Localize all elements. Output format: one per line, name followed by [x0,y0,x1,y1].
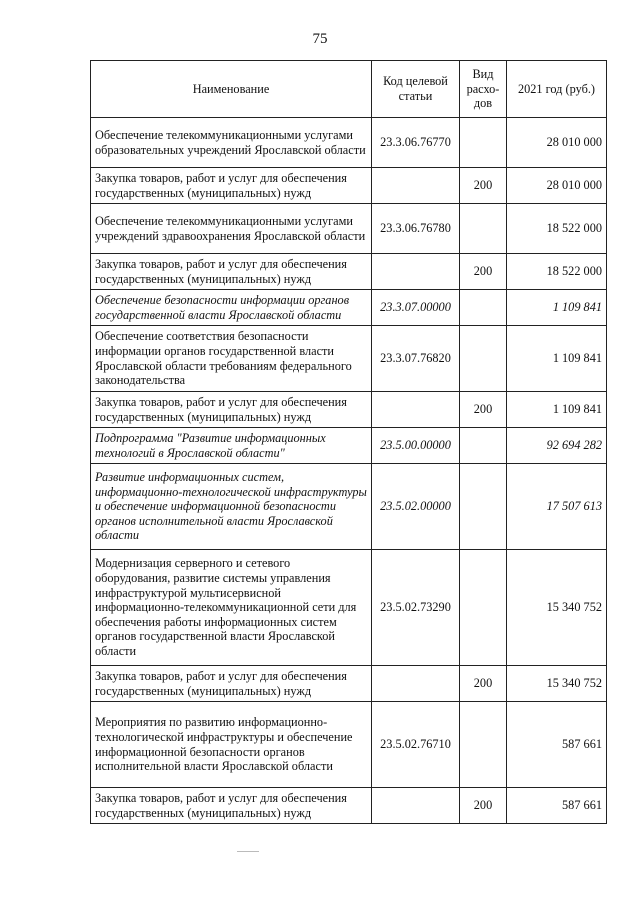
cell-name: Развитие информационных систем, информационно-технологической инфраструктуры и обеспечение информационной безопасности органов исполнительной власти Ярославской области [91,464,372,550]
cell-name: Подпрограмма "Развитие информационных технологий в Ярославской области" [91,428,372,464]
header-row [91,61,607,118]
table-row [91,428,607,464]
table-row [91,204,607,254]
cell-sum: 18 522 000 [507,254,607,290]
cell-code [372,254,460,290]
table-row [91,666,607,702]
cell-name: Обеспечение соответствия безопасности информации органов государственной власти Ярославской области требованиям федерального законодательства [91,326,372,392]
table-row [91,290,607,326]
table-row [91,550,607,666]
budget-table [90,60,607,824]
cell-kind: 200 [460,254,507,290]
header-kind: Вид расхо-дов [460,61,507,118]
cell-kind [460,204,507,254]
table-row [91,464,607,550]
table-row [91,392,607,428]
cell-kind [460,290,507,326]
cell-kind [460,550,507,666]
table-row [91,326,607,392]
cell-sum: 1 109 841 [507,326,607,392]
header-sum: 2021 год (руб.) [507,61,607,118]
cell-name: Закупка товаров, работ и услуг для обеспечения государственных (муниципальных) нужд [91,168,372,204]
cell-code: 23.3.06.76770 [372,118,460,168]
cell-sum: 587 661 [507,788,607,824]
cell-name: Мероприятия по развитию информационно-технологической инфраструктуры и обеспечение информационной безопасности органов исполнительной власти Ярославской области [91,702,372,788]
table-row [91,788,607,824]
cell-name: Закупка товаров, работ и услуг для обеспечения государственных (муниципальных) нужд [91,254,372,290]
cell-kind [460,428,507,464]
table-row [91,254,607,290]
cell-code: 23.3.07.00000 [372,290,460,326]
cell-name: Обеспечение безопасности информации органов государственной власти Ярославской области [91,290,372,326]
cell-kind [460,464,507,550]
cell-code: 23.5.02.00000 [372,464,460,550]
cell-sum: 1 109 841 [507,290,607,326]
cell-sum: 15 340 752 [507,666,607,702]
cell-code: 23.5.02.73290 [372,550,460,666]
cell-kind [460,326,507,392]
cell-sum: 28 010 000 [507,168,607,204]
cell-code: 23.3.07.76820 [372,326,460,392]
table-header [91,61,607,118]
cell-code [372,788,460,824]
cell-sum: 92 694 282 [507,428,607,464]
cell-name: Закупка товаров, работ и услуг для обеспечения государственных (муниципальных) нужд [91,788,372,824]
cell-code: 23.5.02.76710 [372,702,460,788]
cell-sum: 18 522 000 [507,204,607,254]
cell-code: 23.3.06.76780 [372,204,460,254]
footer-mark [237,851,259,852]
table-body [91,118,607,824]
cell-sum: 1 109 841 [507,392,607,428]
cell-kind: 200 [460,788,507,824]
cell-code [372,392,460,428]
cell-sum: 15 340 752 [507,550,607,666]
table-row [91,168,607,204]
cell-name: Обеспечение телекоммуникационными услугами учреждений здравоохранения Ярославской области [91,204,372,254]
cell-name: Обеспечение телекоммуникационными услугами образовательных учреждений Ярославской области [91,118,372,168]
cell-code [372,168,460,204]
header-name: Наименование [91,61,372,118]
cell-sum: 587 661 [507,702,607,788]
cell-sum: 17 507 613 [507,464,607,550]
header-code: Код целевой статьи [372,61,460,118]
cell-kind: 200 [460,168,507,204]
cell-kind [460,118,507,168]
cell-kind: 200 [460,392,507,428]
cell-kind: 200 [460,666,507,702]
page-number: 75 [312,31,328,47]
cell-kind [460,702,507,788]
cell-name: Модернизация серверного и сетевого оборудования, развитие системы управления инфраструктурой мультисервисной информационно-телекоммуникационной сети для обеспечения работы информационных систем органов государственной власти Ярославской области [91,550,372,666]
table-row [91,118,607,168]
cell-code [372,666,460,702]
cell-name: Закупка товаров, работ и услуг для обеспечения государственных (муниципальных) нужд [91,666,372,702]
cell-code: 23.5.00.00000 [372,428,460,464]
cell-sum: 28 010 000 [507,118,607,168]
table-row [91,702,607,788]
cell-name: Закупка товаров, работ и услуг для обеспечения государственных (муниципальных) нужд [91,392,372,428]
